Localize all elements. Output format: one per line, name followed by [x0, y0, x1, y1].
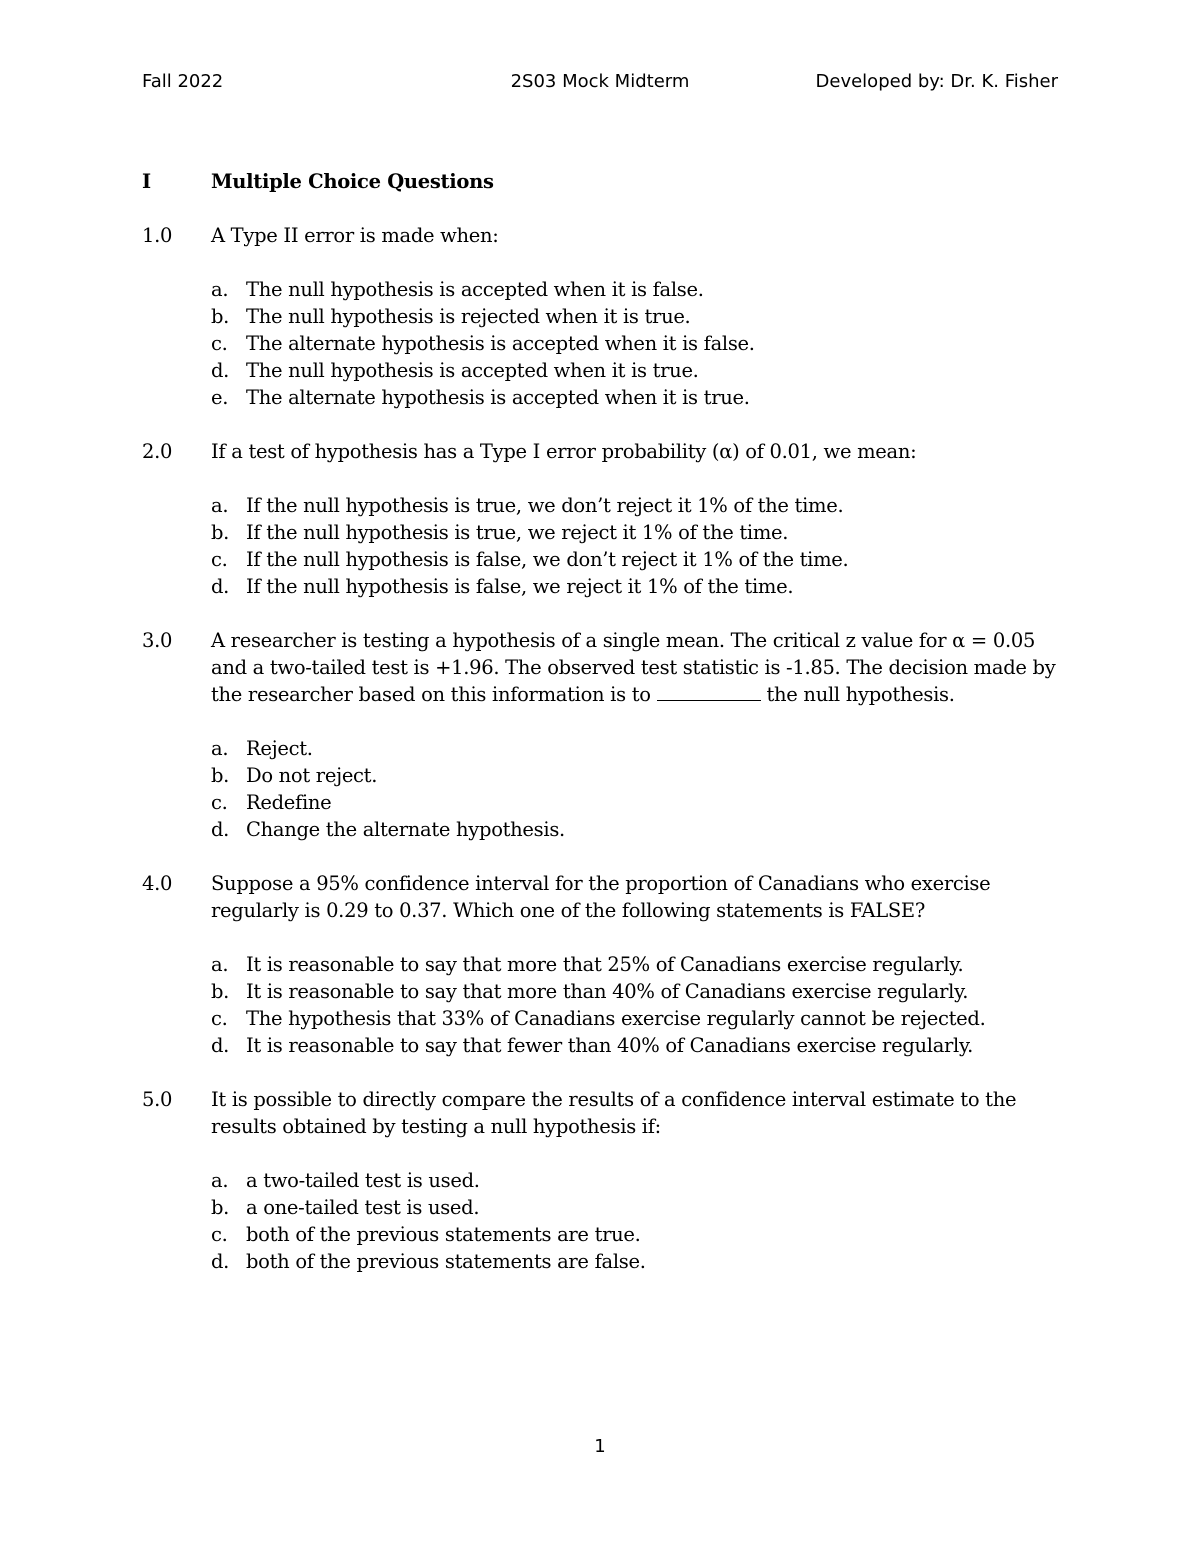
question-number: 2.0 [142, 440, 173, 463]
option-d [211, 573, 1072, 600]
question-stem [142, 438, 1072, 465]
option-list [211, 1167, 1072, 1275]
option-text: If the null hypothesis is false, we reject it 1% of the time. [246, 575, 794, 598]
question-text [211, 627, 1072, 708]
option-letter: d. [211, 1034, 230, 1057]
option-letter: b. [211, 1196, 230, 1219]
page-header [142, 71, 1058, 99]
answer-blank [657, 681, 761, 701]
question-stem [142, 222, 1072, 249]
option-b [211, 762, 1072, 789]
question-text: A Type II error is made when: [211, 224, 499, 247]
option-d [211, 357, 1072, 384]
section-heading [142, 168, 1072, 195]
option-c [211, 1005, 1072, 1032]
option-text: Reject. [246, 737, 313, 760]
question-2 [142, 438, 1072, 600]
option-text: If the null hypothesis is true, we reject it 1% of the time. [246, 521, 789, 544]
option-a [211, 735, 1072, 762]
option-text: both of the previous statements are true. [246, 1223, 641, 1246]
option-letter: a. [211, 1169, 229, 1192]
question-number: 3.0 [142, 629, 173, 652]
option-a [211, 492, 1072, 519]
option-a [211, 951, 1072, 978]
section-number: I [142, 170, 151, 193]
option-c [211, 330, 1072, 357]
section-title: Multiple Choice Questions [211, 170, 494, 193]
question-text-before-blank: A researcher is testing a hypothesis of a single mean. The critical z value for α = 0.05 and a two-tailed test is +1.96. The observed test statistic is -1.85. The decision made by the researcher based on this information is to [211, 629, 1056, 706]
question-text-after-blank: the null hypothesis. [766, 683, 955, 706]
question-stem [142, 627, 1072, 708]
option-text: If the null hypothesis is true, we don’t reject it 1% of the time. [246, 494, 844, 517]
question-3 [142, 627, 1072, 843]
option-d [211, 1032, 1072, 1059]
option-letter: d. [211, 818, 230, 841]
question-text: It is possible to directly compare the results of a confidence interval estimate to the results obtained by testing a null hypothesis if: [211, 1088, 1017, 1138]
option-letter: b. [211, 521, 230, 544]
option-text: both of the previous statements are false. [246, 1250, 646, 1273]
option-letter: d. [211, 575, 230, 598]
header-author: Developed by: Dr. K. Fisher [815, 71, 1058, 92]
option-text: The hypothesis that 33% of Canadians exercise regularly cannot be rejected. [246, 1007, 986, 1030]
option-text: The alternate hypothesis is accepted when it is true. [246, 386, 750, 409]
question-1 [142, 222, 1072, 411]
question-text: If a test of hypothesis has a Type I error probability (α) of 0.01, we mean: [211, 440, 917, 463]
header-term: Fall 2022 [142, 71, 224, 92]
option-letter: b. [211, 980, 230, 1003]
question-number: 1.0 [142, 224, 173, 247]
question-number: 5.0 [142, 1088, 173, 1111]
option-letter: a. [211, 278, 229, 301]
question-text: Suppose a 95% confidence interval for the proportion of Canadians who exercise regularly is 0.29 to 0.37. Which one of the following statements is FALSE? [211, 872, 991, 922]
option-d [211, 816, 1072, 843]
option-b [211, 303, 1072, 330]
option-b [211, 978, 1072, 1005]
option-list [211, 951, 1072, 1059]
option-text: The null hypothesis is accepted when it is true. [246, 359, 699, 382]
option-c [211, 546, 1072, 573]
option-letter: b. [211, 305, 230, 328]
document-body [142, 168, 1072, 1302]
option-list [211, 276, 1072, 411]
option-letter: c. [211, 548, 228, 571]
option-letter: a. [211, 494, 229, 517]
option-text: If the null hypothesis is false, we don’t reject it 1% of the time. [246, 548, 849, 571]
question-stem [142, 870, 1072, 924]
option-letter: e. [211, 386, 229, 409]
option-text: a two-tailed test is used. [246, 1169, 480, 1192]
option-a [211, 1167, 1072, 1194]
option-b [211, 519, 1072, 546]
option-letter: c. [211, 791, 228, 814]
option-text: It is reasonable to say that more than 40% of Canadians exercise regularly. [246, 980, 969, 1003]
option-letter: b. [211, 764, 230, 787]
question-number: 4.0 [142, 872, 173, 895]
option-c [211, 789, 1072, 816]
page-number: 1 [594, 1436, 606, 1457]
header-course-title: 2S03 Mock Midterm [510, 71, 690, 92]
question-stem [142, 1086, 1072, 1140]
question-4 [142, 870, 1072, 1059]
option-letter: a. [211, 737, 229, 760]
option-text: The alternate hypothesis is accepted when it is false. [246, 332, 755, 355]
option-e [211, 384, 1072, 411]
option-text: a one-tailed test is used. [246, 1196, 480, 1219]
option-letter: d. [211, 1250, 230, 1273]
option-text: Redefine [246, 791, 332, 814]
option-letter: d. [211, 359, 230, 382]
option-d [211, 1248, 1072, 1275]
option-text: It is reasonable to say that more that 25% of Canadians exercise regularly. [246, 953, 964, 976]
option-list [211, 492, 1072, 600]
option-list [211, 735, 1072, 843]
option-letter: a. [211, 953, 229, 976]
option-a [211, 276, 1072, 303]
option-letter: c. [211, 332, 228, 355]
option-letter: c. [211, 1007, 228, 1030]
option-text: The null hypothesis is rejected when it is true. [246, 305, 691, 328]
question-5 [142, 1086, 1072, 1275]
option-text: Change the alternate hypothesis. [246, 818, 565, 841]
option-text: Do not reject. [246, 764, 378, 787]
option-text: It is reasonable to say that fewer than 40% of Canadians exercise regularly. [246, 1034, 974, 1057]
option-text: The null hypothesis is accepted when it is false. [246, 278, 704, 301]
option-b [211, 1194, 1072, 1221]
option-c [211, 1221, 1072, 1248]
option-letter: c. [211, 1223, 228, 1246]
